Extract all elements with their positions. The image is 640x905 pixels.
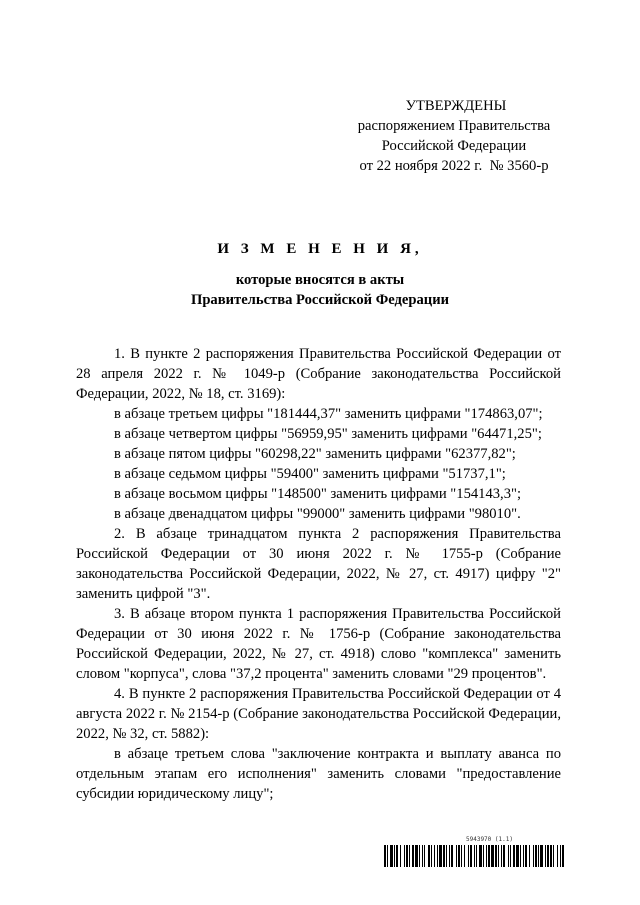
document-body [76, 344, 561, 804]
item-1-sub-2: в абзаце четвертом цифры "56959,95" заменить цифрами "64471,25"; [114, 426, 542, 442]
approval-heading: УТВЕРЖДЕНЫ [405, 98, 507, 114]
document-title: И З М Е Н Е Н И Я, [217, 241, 423, 257]
item-1-sub-1: в абзаце третьем цифры "181444,37" заменить цифрами "174863,07"; [114, 406, 543, 422]
item-4-paragraph: 4. В пункте 2 распоряжения Правительства Российской Федерации от 4 августа 2022 г. № 2154-р (Собрание законодательства Российской Федерации, 2022, № 32, ст. 5882): [76, 686, 561, 742]
item-4-sub-1: в абзаце третьем слова "заключение контракта и выплату аванса по отдельным этапам его исполнения" заменить словами "предоставление субсидии юридическому лицу"; [76, 746, 561, 802]
subtitle-line-1: которые вносятся в акты [235, 272, 405, 288]
subtitle-line-2: Правительства Российской Федерации [190, 292, 450, 308]
item-1-sub-6: в абзаце двенадцатом цифры "99000" заменить цифрами "98010". [114, 506, 521, 522]
barcode-label: 5943970 (1.1) [466, 836, 513, 843]
barcode-image [384, 845, 564, 867]
document-subtitle [0, 270, 640, 310]
item-1-sub-5: в абзаце восьмом цифры "148500" заменить цифрами "154143,3"; [114, 486, 522, 502]
approval-date-number: от 22 ноября 2022 г. № 3560-р [359, 158, 549, 174]
item-3-paragraph: 3. В абзаце втором пункта 1 распоряжения Правительства Российской Федерации от 30 июня 2022 г. № 1756-р (Собрание законодательства Российской Федерации, 2022, № 27, ст. 4918) слово "комплекса" заменить словом "корпуса", слова "37,2 процента" заменить словами "29 процентов". [76, 606, 561, 682]
item-1-sub-3: в абзаце пятом цифры "60298,22" заменить цифрами "62377,82"; [114, 446, 516, 462]
item-2-paragraph: 2. В абзаце тринадцатом пункта 2 распоряжения Правительства Российской Федерации от 30 июня 2022 г. № 1755-р (Собрание законодательства Российской Федерации, 2022, № 27, ст. 4917) цифру "2" заменить цифрой "3". [76, 526, 561, 602]
approval-line-3: Российской Федерации [381, 138, 527, 154]
item-1-sub-4: в абзаце седьмом цифры "59400" заменить цифрами "51737,1"; [114, 466, 506, 482]
approval-line-2: распоряжением Правительства [357, 118, 551, 134]
item-1-paragraph: 1. В пункте 2 распоряжения Правительства Российской Федерации от 28 апреля 2022 г. № 1049-р (Собрание законодательства Российской Федерации, 2022, № 18, ст. 3169): [76, 346, 561, 402]
approval-block [320, 96, 588, 176]
